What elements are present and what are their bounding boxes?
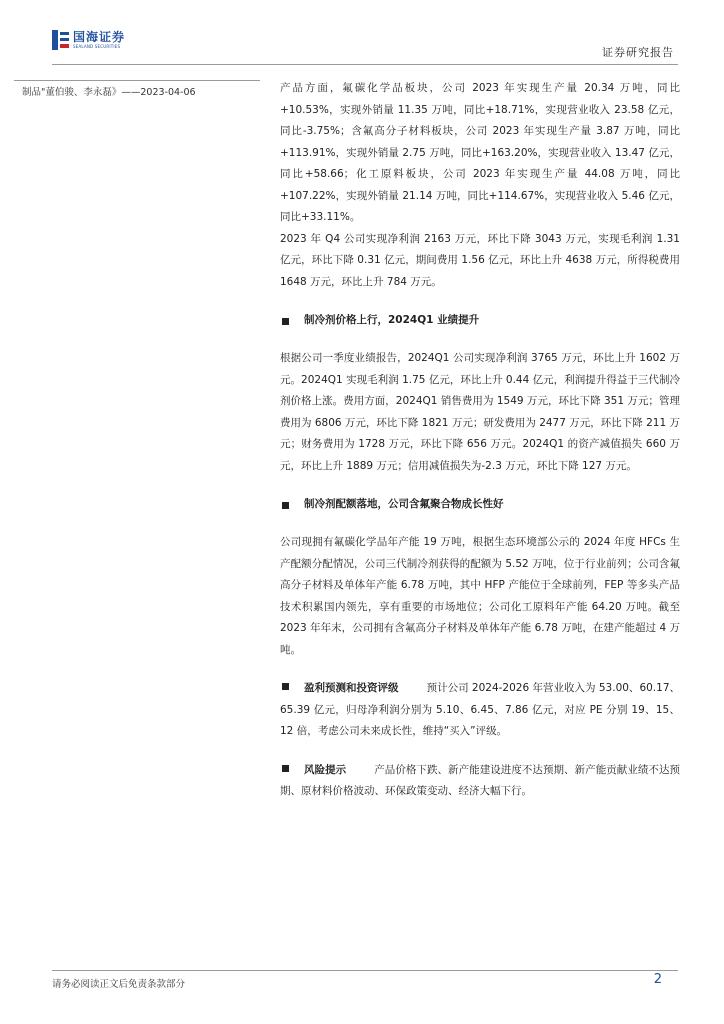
risk-paragraph — [280, 760, 680, 803]
section-heading-q1 — [280, 310, 680, 332]
company-logo — [52, 30, 125, 50]
logo-chinese-name: 国海证券 — [73, 30, 126, 44]
bullet-square-icon — [282, 318, 289, 325]
paragraph-product-segments: 产品方面，氟碳化学品板块，公司 2023 年实现生产量 20.34 万吨，同比+10.53%，实现外销量 11.35 万吨，同比+18.71%，实现营业收入 23.58 亿元，同比-3.75%；含氟高分子材料板块，公司 2023 年实现生产量 3.87 万吨，同比+113.91%，实现外销量 2.75 万吨，同比+163.20%，实现营业收入 13.47 亿元，同比+58.66；化工原料板块，公司 2023 年实现生产量 44.08 万吨，同比+107.22%，实现外销量 21.14 万吨，同比+114.67%，实现营业收入 5.46 亿元，同比+33.11%。 — [280, 82, 680, 223]
report-type-label: 证券研究报告 — [602, 46, 674, 59]
sidebar-related-report: 制品"董伯骏、李永磊》——2023-04-06 — [22, 87, 196, 98]
risk-text: 产品价格下跌、新产能建设进度不达预期、新产能贡献业绩不达预期、原材料价格波动、环保政策变动、经济大幅下行。 — [280, 763, 681, 797]
report-body — [280, 78, 680, 803]
page-number: 2 — [653, 972, 662, 987]
bullet-square-icon — [282, 683, 289, 690]
section-heading-q1-text: 制冷剂价格上行，2024Q1 业绩提升 — [304, 314, 480, 327]
section-heading-quota-text: 制冷剂配额落地，公司含氟聚合物成长性好 — [304, 498, 504, 511]
paragraph-capacity: 公司现拥有氟碳化学品年产能 19 万吨，根据生态环境部公示的 2024 年度 HFCs 生产配额分配情况，公司三代制冷剂获得的配额为 5.52 万吨，位于行业前列；公司含氟高分子材料及单体年产能 6.78 万吨，其中 HFP 产能位于全球前列，FEP 等多头产品技术积累国内领先，享有重要的市场地位；公司化工原料年产能 64.20 万吨。截至 2023 年年末，公司拥有含氟高分子材料及单体年产能 6.78 万吨，在建产能超过 4 万吨。 — [280, 536, 680, 656]
sidebar-divider — [14, 80, 260, 81]
section-heading-quota — [280, 494, 680, 516]
risk-label: 风险提示 — [304, 763, 347, 776]
logo-english-name: SEALAND SECURITIES — [73, 44, 121, 49]
paragraph-q1-results: 根据公司一季度业绩报告，2024Q1 公司实现净利润 3765 万元，环比上升 1602 万元。2024Q1 实现毛利润 1.75 亿元，环比上升 0.44 亿元，利润提升得益于三代制冷剂价格上涨。费用方面，2024Q1 销售费用为 1549 万元，环比下降 351 万元；管理费用为 6806 万元，环比下降 1821 万元；研发费用为 2477 万元，环比下降 211 万元；财务费用为 1728 万元，环比下降 656 万元。2024Q1 的资产减值损失 660 万元，环比上升 1889 万元；信用减值损失为-2.3 万元，环比下降 127 万元。 — [280, 352, 681, 472]
bullet-square-icon — [282, 765, 289, 772]
paragraph-q4-results: 2023 年 Q4 公司实现净利润 2163 万元，环比下降 3043 万元，实现毛利润 1.31 亿元，环比下降 0.31 亿元，期间费用 1.56 亿元，环比上升 4638 万元，所得税费用 1648 万元，环比上升 784 万元。 — [280, 232, 680, 288]
logo-mark-icon — [52, 30, 69, 50]
header-divider — [52, 64, 678, 65]
forecast-paragraph — [280, 678, 680, 743]
footer-divider — [52, 970, 678, 971]
footer-disclaimer: 请务必阅读正文后免责条款部分 — [52, 979, 186, 990]
bullet-square-icon — [282, 502, 289, 509]
forecast-label: 盈利预测和投资评级 — [304, 682, 399, 694]
forecast-text: 预计公司 2024-2026 年营业收入为 53.00、60.17、65.39 亿元，归母净利润分别为 5.10、6.45、7.86 亿元，对应 PE 分别 19、15、12 倍，考虑公司未来成长性，维持“买入”评级。 — [280, 682, 681, 737]
